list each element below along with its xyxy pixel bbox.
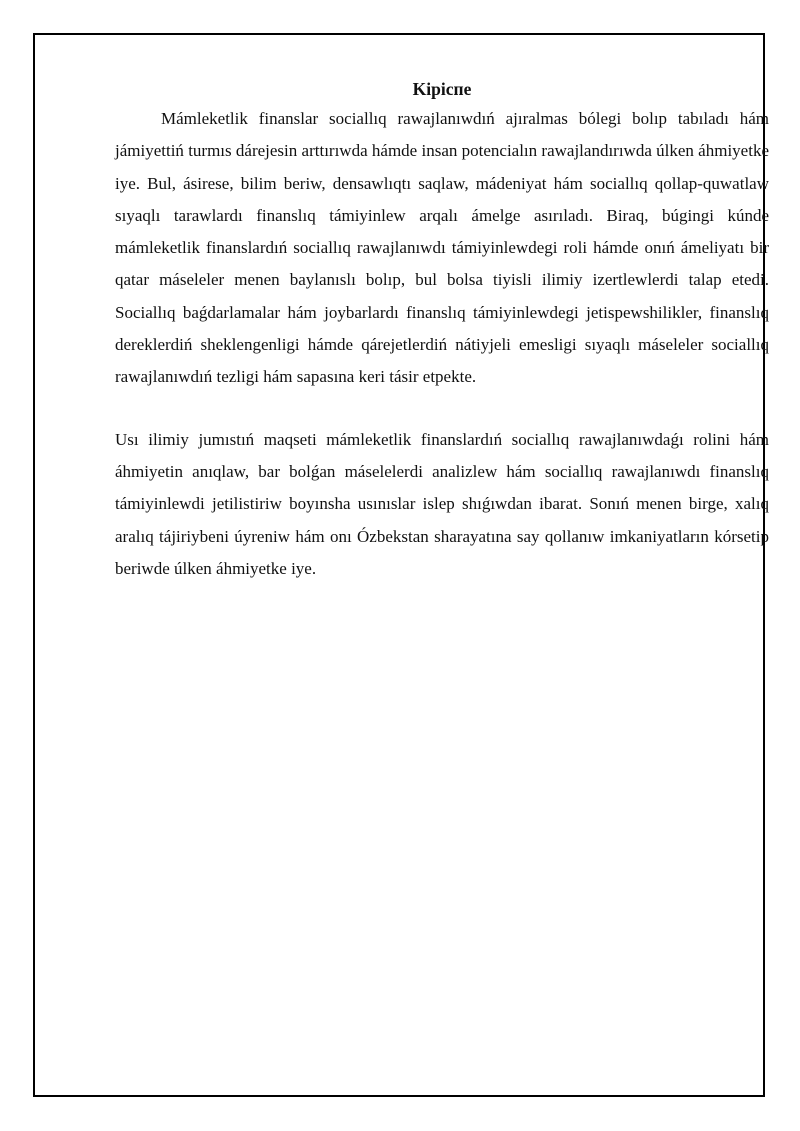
paragraph-introduction: Mámleketlik finanslar sociallıq rawajlanıwdıń ajıralmas bólegi bolıp tabıladı hám jámiyettiń turmıs dárejesin arttırıwda hámde insan potencialın rawajlandırıwda úlken áhmiyetke iye. Bul, ásirese, bilim beriw, densawlıqtı saqlaw, mádeniyat hám sociallıq qollap-quwatlaw sıyaqlı tarawlardı finanslıq támiyinlew arqalı ámelge asırıladı. Biraq, búgingi kúnde mámleketlik finanslardıń sociallıq rawajlanıwdı támiyinlewdegi roli hámde onıń ámeliyatı bir qatar máseleler menen baylanıslı bolıp, bul bolsa tiyisli ilimiy izertlewlerdi talap etedi. Sociallıq baǵdarlamalar hám joybarlardı finanslıq támiyinlewdegi jetispewshilikler, finanslıq dereklerdiń sheklengenligi hámde qárejetlerdiń nátiyjeli emesligi sıyaqlı máseleler sociallıq rawajlanıwdıń tezligi hám sapasına keri tásir etpekte. [115, 109, 769, 387]
document-title: Kipicпe [412, 79, 472, 99]
paragraph-spacer [115, 394, 769, 424]
document-body [115, 75, 769, 585]
paragraph-objective: Usı ilimiy jumıstıń maqseti mámleketlik finanslardıń sociallıq rawajlanıwdaǵı rolini hám áhmiyetin anıqlaw, bar bolǵan máselelerdi analizlew hám sociallıq rawajlanıwdı finanslıq támiyinlewdi jetilistiriw boyınsha usınıslar islep shıǵıwdan ibarat. Sonıń menen birge, xalıq aralıq tájiriybeni úyreniw hám onı Ózbekstan sharayatına say qollanıw imkaniyatların kórsetip beriwde úlken áhmiyetke iye. [115, 429, 769, 578]
